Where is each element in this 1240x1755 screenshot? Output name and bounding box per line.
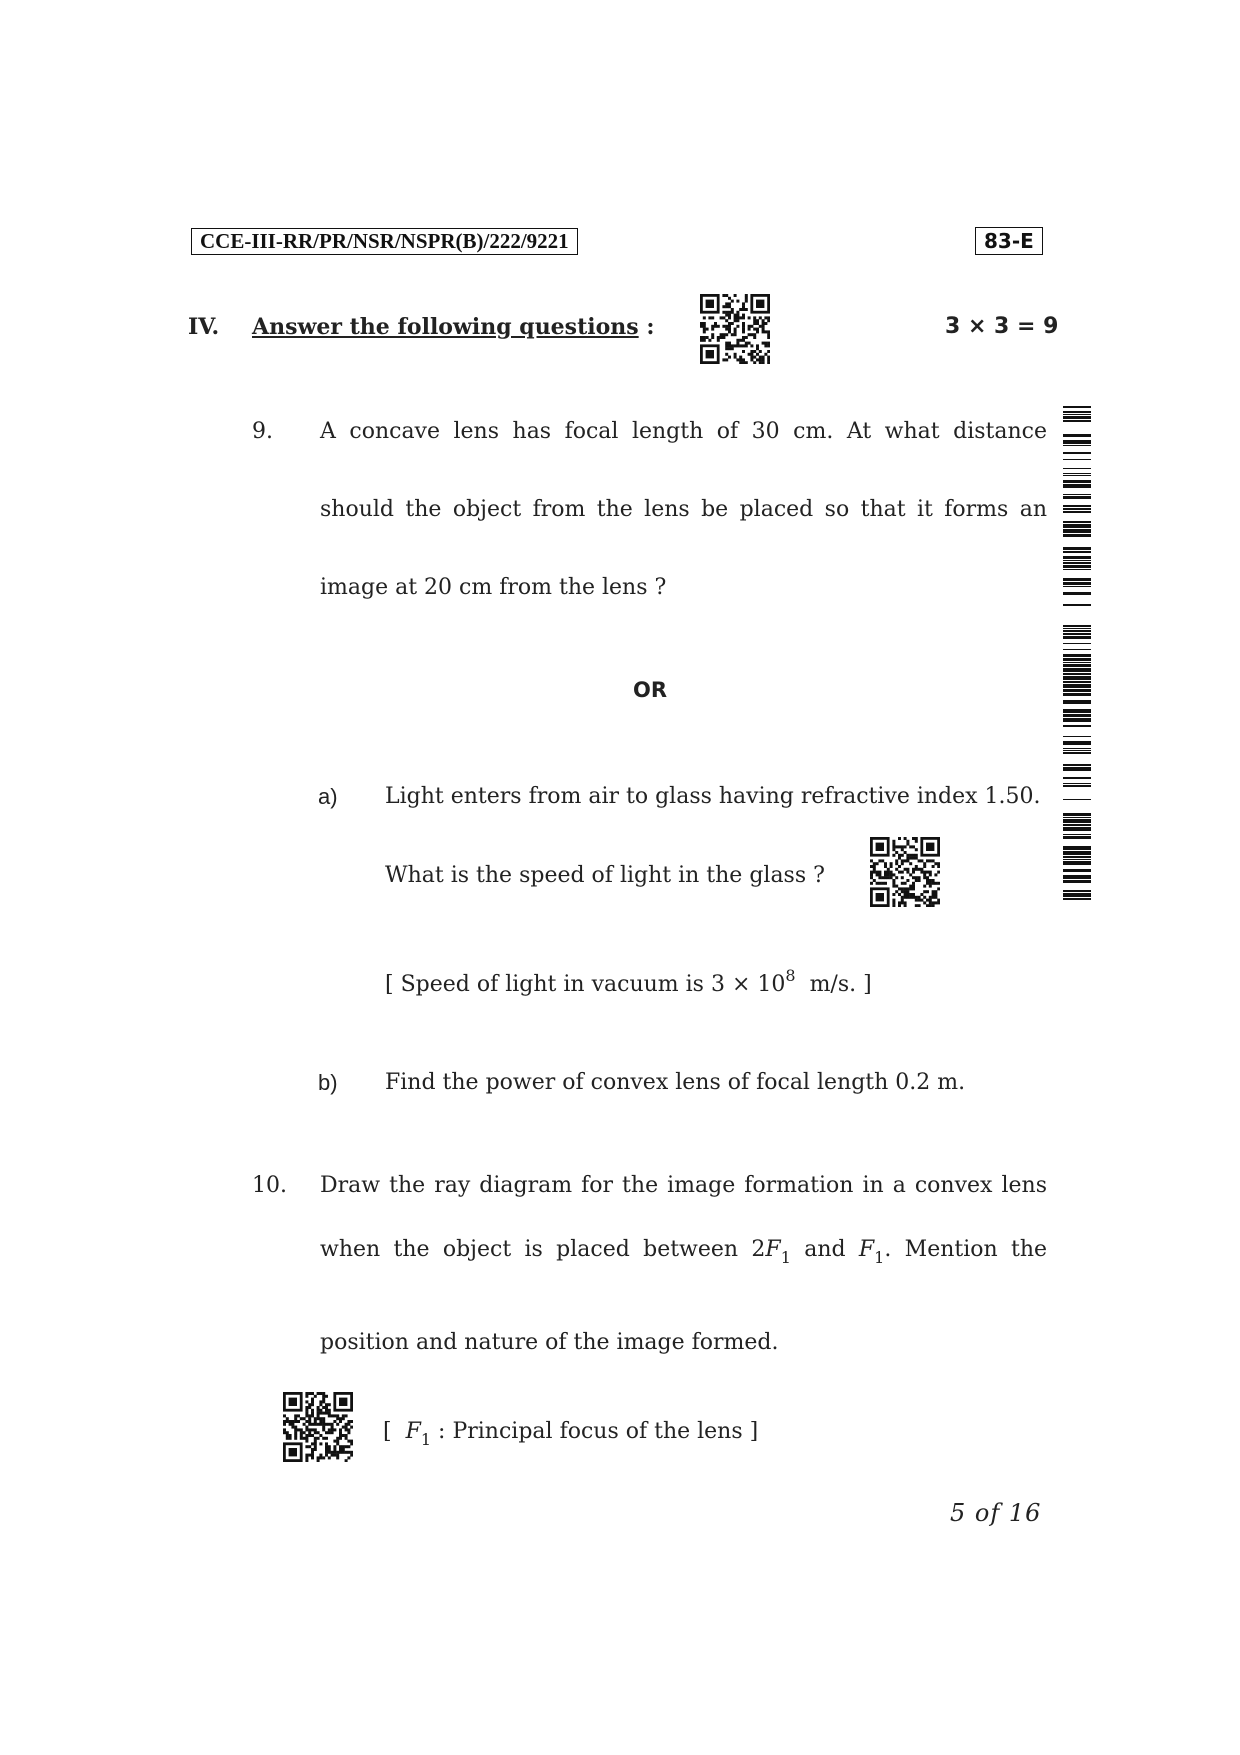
qr-code-icon [700, 294, 770, 364]
note-open-bracket: [ [383, 1419, 392, 1444]
question-10-line-3: position and nature of the image formed. [320, 1330, 779, 1355]
question-9a-hint [385, 966, 872, 997]
question-9a-line-2: What is the speed of light in the glass ? [385, 863, 825, 888]
question-9b-text: Find the power of convex lens of focal length 0.2 m. [385, 1070, 966, 1095]
q10-line2-end: . Mention the [884, 1237, 1048, 1262]
page-number: 5 of 16 [950, 1499, 1042, 1527]
section-title [252, 314, 654, 340]
q10-and: and [804, 1237, 846, 1262]
barcode-icon [1063, 406, 1091, 906]
or-label: OR [633, 678, 668, 702]
q10-f-subscript-2: 1 [874, 1248, 885, 1267]
section-title-text: Answer the following questions [252, 314, 639, 340]
note-text: : Principal focus of the lens ] [438, 1419, 759, 1444]
q10-line2-text: when the object is placed between [320, 1237, 739, 1262]
q10-f-subscript: 1 [780, 1248, 791, 1267]
question-10-line-1: Draw the ray diagram for the image formation in a convex lens [320, 1173, 1047, 1198]
q10-line2-2f1 [751, 1237, 791, 1267]
question-9-line-2: should the object from the lens be placed so that it forms an [320, 497, 1047, 522]
hint-exponent: 8 [785, 966, 796, 985]
section-title-colon: : [646, 314, 655, 340]
question-9-line-1: A concave lens has focal length of 30 cm. At what distance [320, 419, 1047, 444]
hint-suffix: m/s. ] [809, 972, 872, 997]
q10-f-symbol-2: F [858, 1237, 875, 1262]
note-f-symbol: F [405, 1419, 421, 1444]
question-paper-code: CCE-III-RR/PR/NSR/NSPR(B)/222/9221 [191, 228, 578, 255]
question-10-note [383, 1419, 758, 1449]
section-marks: 3 × 3 = 9 [945, 314, 1059, 339]
q10-f-symbol: F [765, 1237, 781, 1262]
hint-prefix: [ Speed of light in vacuum is 3 × 10 [385, 972, 786, 997]
question-9-number: 9. [252, 419, 273, 444]
q10-f1 [858, 1237, 1048, 1267]
question-9b-label: b) [318, 1070, 338, 1095]
question-9-line-3: image at 20 cm from the lens ? [320, 575, 667, 600]
section-number: IV. [188, 314, 220, 340]
question-9a-label: a) [318, 784, 338, 809]
q10-two: 2 [751, 1237, 766, 1262]
qr-code-icon [283, 1392, 353, 1462]
paper-number: 83-E [975, 227, 1043, 255]
note-f-subscript: 1 [420, 1430, 432, 1449]
question-10-number: 10. [252, 1173, 287, 1198]
question-9a-line-1: Light enters from air to glass having refractive index 1.50. [385, 784, 1041, 809]
question-10-line-2 [320, 1237, 1047, 1267]
qr-code-icon [870, 837, 940, 907]
